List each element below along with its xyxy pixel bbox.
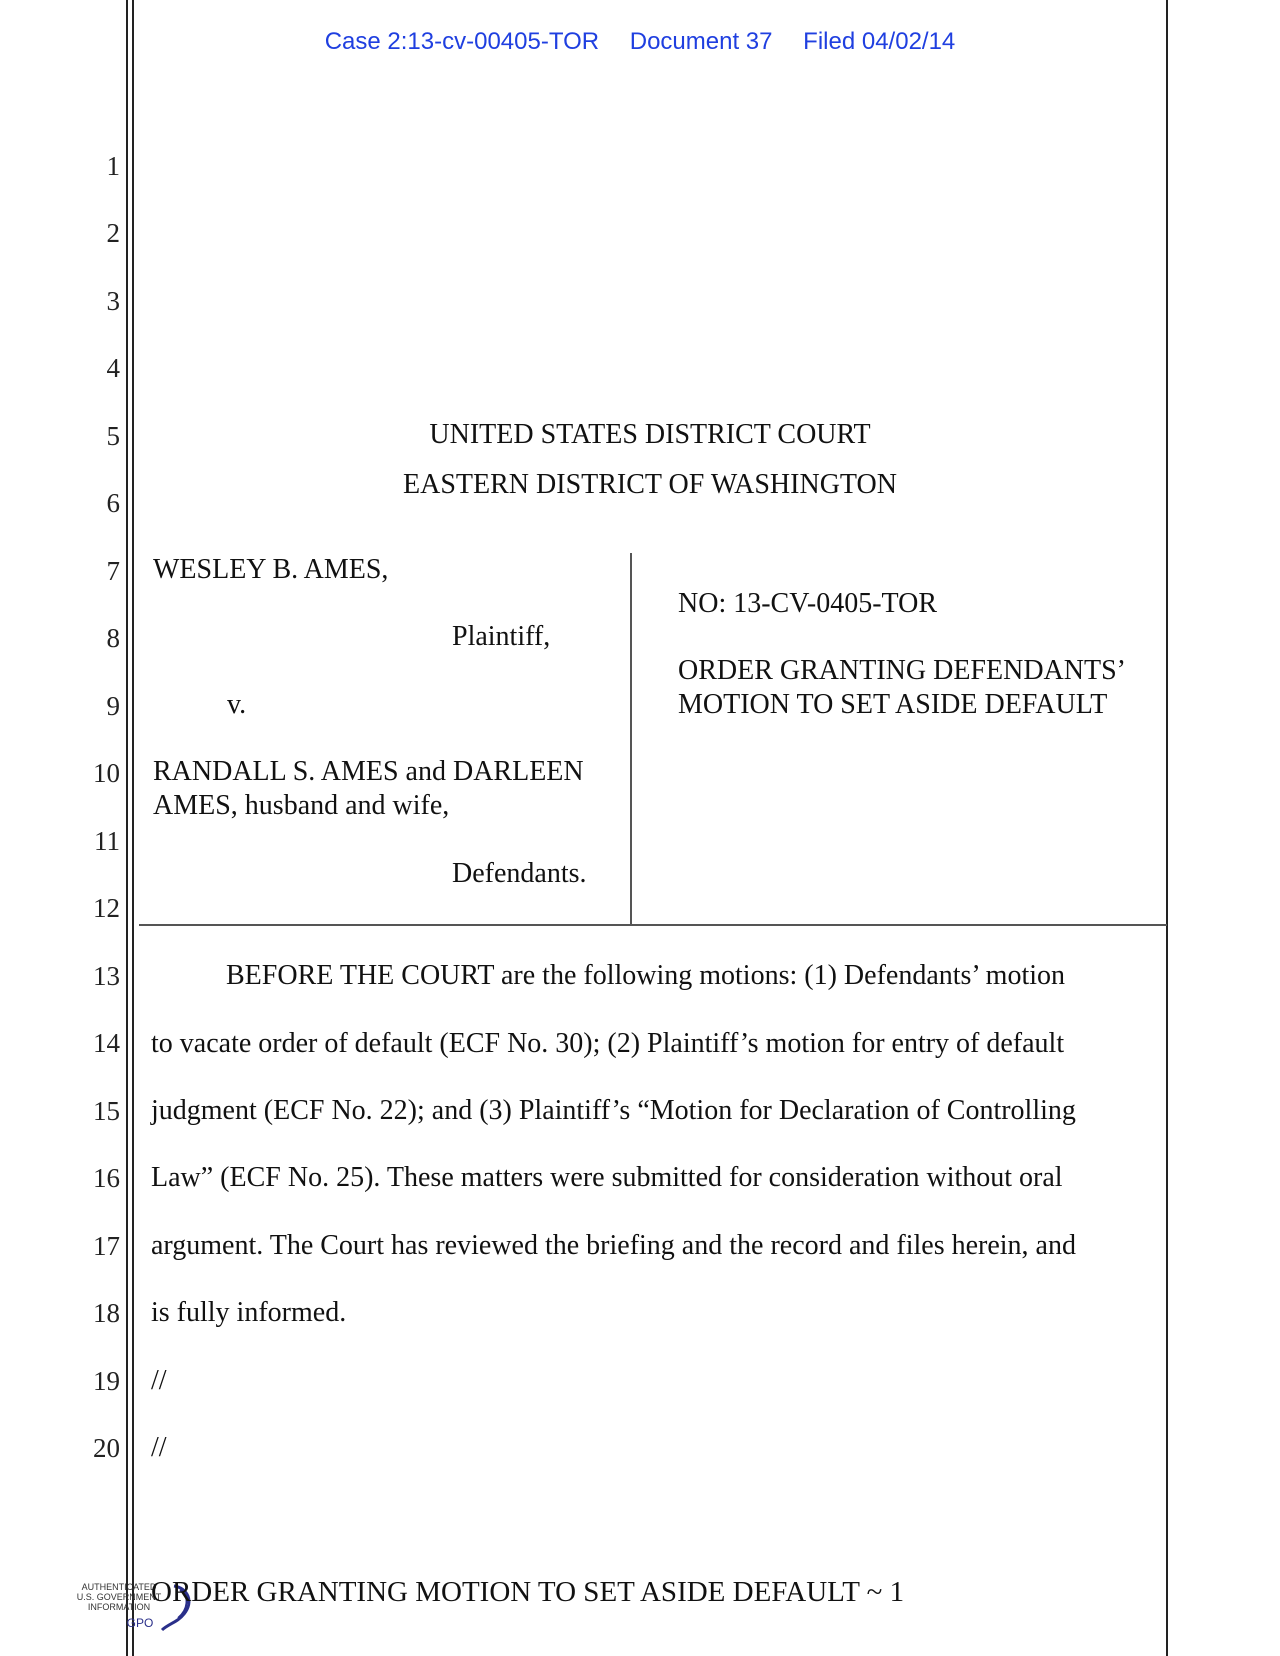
right-margin-rule — [1166, 0, 1168, 1656]
header-document-number: Document 37 — [629, 28, 773, 55]
case-number: NO: 13-CV-0405-TOR — [678, 588, 938, 619]
body-line: Law” (ECF No. 25). These matters were submitted for consideration without oral — [151, 1162, 1063, 1193]
court-name: UNITED STATES DISTRICT COURT — [429, 419, 871, 450]
body-line: // — [151, 1365, 167, 1396]
line-number: 17 — [93, 1231, 120, 1261]
body-line: argument. The Court has reviewed the briefing and the record and files herein, and — [151, 1230, 1076, 1261]
body-line: to vacate order of default (ECF No. 30); (2) Plaintiff’s motion for entry of default — [151, 1028, 1065, 1059]
plaintiff-role: Plaintiff, — [452, 621, 551, 652]
line-number: 8 — [106, 623, 120, 653]
seal-line1: AUTHENTICATED — [81, 1582, 157, 1592]
caption-bottom-rule — [139, 924, 1167, 926]
body-line: judgment (ECF No. 22); and (3) Plaintiff’s “Motion for Declaration of Controlling — [151, 1095, 1076, 1126]
seal-line2: U.S. GOVERNMENT — [76, 1592, 162, 1602]
line-number: 4 — [106, 353, 120, 383]
body-line: is fully informed. — [151, 1297, 347, 1328]
line-number: 19 — [93, 1366, 120, 1396]
body-line: BEFORE THE COURT are the following motions: (1) Defendants’ motion — [226, 960, 1066, 991]
line-number: 20 — [93, 1433, 120, 1463]
line-number: 10 — [93, 758, 120, 788]
line-number: 1 — [106, 151, 120, 181]
line-number: 12 — [93, 893, 120, 923]
line-number: 3 — [106, 286, 120, 316]
defendants-role: Defendants. — [452, 858, 587, 889]
header-filed-date: Filed 04/02/14 — [803, 28, 956, 55]
line-number: 7 — [106, 556, 120, 586]
line-number: 6 — [106, 488, 120, 518]
seal-gpo-mark: GPO — [126, 1616, 154, 1630]
defendants-names-line1: RANDALL S. AMES and DARLEEN — [153, 756, 584, 787]
caption-divider — [630, 553, 632, 925]
order-title-line1: ORDER GRANTING DEFENDANTS’ — [678, 655, 1126, 686]
defendants-names-line2: AMES, husband and wife, — [153, 790, 450, 821]
page-footer: ORDER GRANTING MOTION TO SET ASIDE DEFAULT ~ 1 — [151, 1576, 905, 1608]
order-title-line2: MOTION TO SET ASIDE DEFAULT — [678, 689, 1108, 720]
line-number: 14 — [93, 1028, 120, 1058]
body-line: // — [151, 1432, 167, 1463]
ecf-header — [0, 28, 1280, 56]
line-number: 15 — [93, 1096, 120, 1126]
line-number: 9 — [106, 691, 120, 721]
left-margin-rule-outer — [126, 0, 128, 1656]
line-number: 11 — [94, 826, 120, 856]
line-number: 5 — [106, 421, 120, 451]
left-margin-rule-inner — [132, 0, 134, 1656]
line-number: 2 — [106, 218, 120, 248]
seal-line3: INFORMATION — [87, 1602, 151, 1612]
versus: v. — [227, 689, 247, 720]
line-number: 16 — [93, 1163, 120, 1193]
line-number: 13 — [93, 961, 120, 991]
plaintiff-name: WESLEY B. AMES, — [153, 554, 389, 585]
line-number: 18 — [93, 1298, 120, 1328]
header-case-number: Case 2:13-cv-00405-TOR — [324, 28, 600, 55]
court-district: EASTERN DISTRICT OF WASHINGTON — [403, 469, 897, 500]
